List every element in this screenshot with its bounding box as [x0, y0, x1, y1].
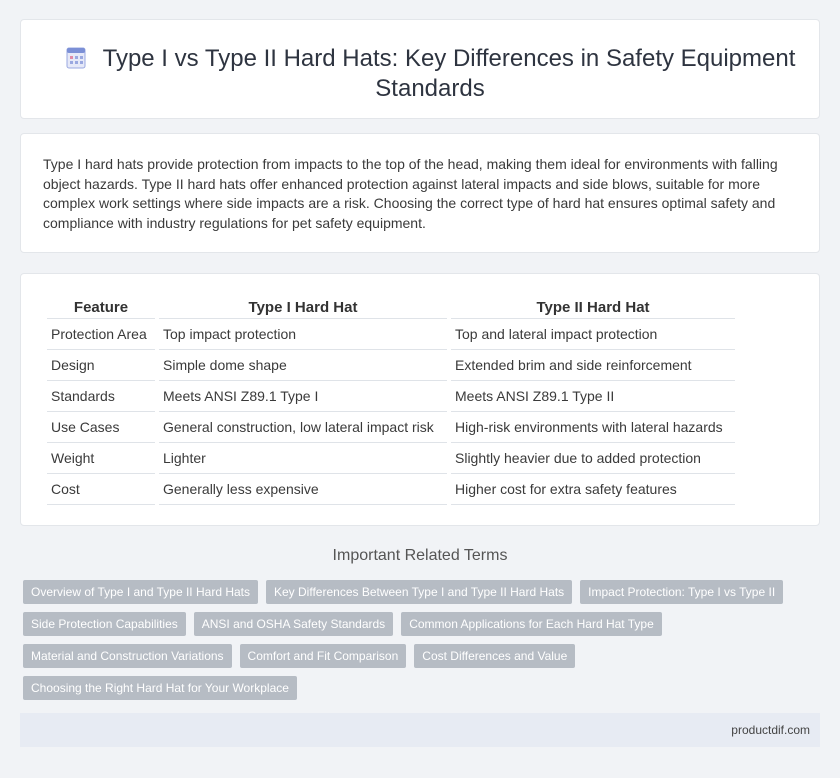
table-cell-feature: Cost	[47, 474, 155, 505]
table-cell-feature: Standards	[47, 381, 155, 412]
header-type-1: Type I Hard Hat	[159, 296, 447, 319]
related-terms-title: Important Related Terms	[332, 547, 508, 564]
footer-site-name: productdif.com	[731, 723, 810, 737]
table-cell-type-1: Lighter	[159, 443, 447, 474]
table-cell-feature: Weight	[47, 443, 155, 474]
related-term-link[interactable]: ANSI and OSHA Safety Standards	[194, 612, 393, 636]
related-term-link[interactable]: Material and Construction Variations	[23, 644, 232, 668]
document-icon	[65, 47, 87, 69]
table-cell-type-2: Slightly heavier due to added protection	[451, 443, 735, 474]
intro-card	[20, 133, 820, 253]
related-term-link[interactable]: Key Differences Between Type I and Type II Hard Hats	[266, 580, 572, 604]
table-cell-feature: Protection Area	[47, 319, 155, 350]
intro-paragraph: Type I hard hats provide protection from impacts to the top of the head, making them ideal for environments with falling object hazards. Type II hard hats offer enhanced protection against lateral impacts and side blows, suitable for more complex work settings where side impacts are a risk. Choosing the correct type of hard hat ensures optimal safety and compliance with industry regulations for pet safety equipment.	[43, 156, 778, 231]
table-cell-type-1: Meets ANSI Z89.1 Type I	[159, 381, 447, 412]
header-card	[20, 19, 820, 119]
table-cell-type-2: Extended brim and side reinforcement	[451, 350, 735, 381]
table-cell-type-2: Top and lateral impact protection	[451, 319, 735, 350]
comparison-table	[43, 296, 739, 505]
table-header-row	[47, 296, 735, 319]
page-title-block	[61, 44, 799, 104]
related-term-link[interactable]: Impact Protection: Type I vs Type II	[580, 580, 783, 604]
related-term-link[interactable]: Choosing the Right Hard Hat for Your Workplace	[23, 676, 297, 700]
table-row	[47, 443, 735, 474]
table-cell-type-1: Generally less expensive	[159, 474, 447, 505]
header-type-2: Type II Hard Hat	[451, 296, 735, 319]
table-cell-type-2: High-risk environments with lateral hazards	[451, 412, 735, 443]
related-term-link[interactable]: Overview of Type I and Type II Hard Hats	[23, 580, 258, 604]
related-term-link[interactable]: Cost Differences and Value	[414, 644, 575, 668]
table-cell-type-2: Higher cost for extra safety features	[451, 474, 735, 505]
page-title: Type I vs Type II Hard Hats: Key Differences in Safety Equipment Standards	[102, 45, 796, 102]
table-row	[47, 412, 735, 443]
table-row	[47, 474, 735, 505]
related-terms-list	[23, 580, 813, 700]
footer	[20, 713, 820, 747]
related-term-link[interactable]: Side Protection Capabilities	[23, 612, 186, 636]
table-cell-type-1: Simple dome shape	[159, 350, 447, 381]
table-cell-feature: Use Cases	[47, 412, 155, 443]
table-cell-feature: Design	[47, 350, 155, 381]
table-cell-type-1: Top impact protection	[159, 319, 447, 350]
table-row	[47, 381, 735, 412]
comparison-card	[20, 273, 820, 526]
table-cell-type-2: Meets ANSI Z89.1 Type II	[451, 381, 735, 412]
related-term-link[interactable]: Common Applications for Each Hard Hat Type	[401, 612, 662, 636]
header-feature: Feature	[47, 296, 155, 319]
related-term-link[interactable]: Comfort and Fit Comparison	[240, 644, 407, 668]
table-row	[47, 319, 735, 350]
table-row	[47, 350, 735, 381]
table-cell-type-1: General construction, low lateral impact risk	[159, 412, 447, 443]
